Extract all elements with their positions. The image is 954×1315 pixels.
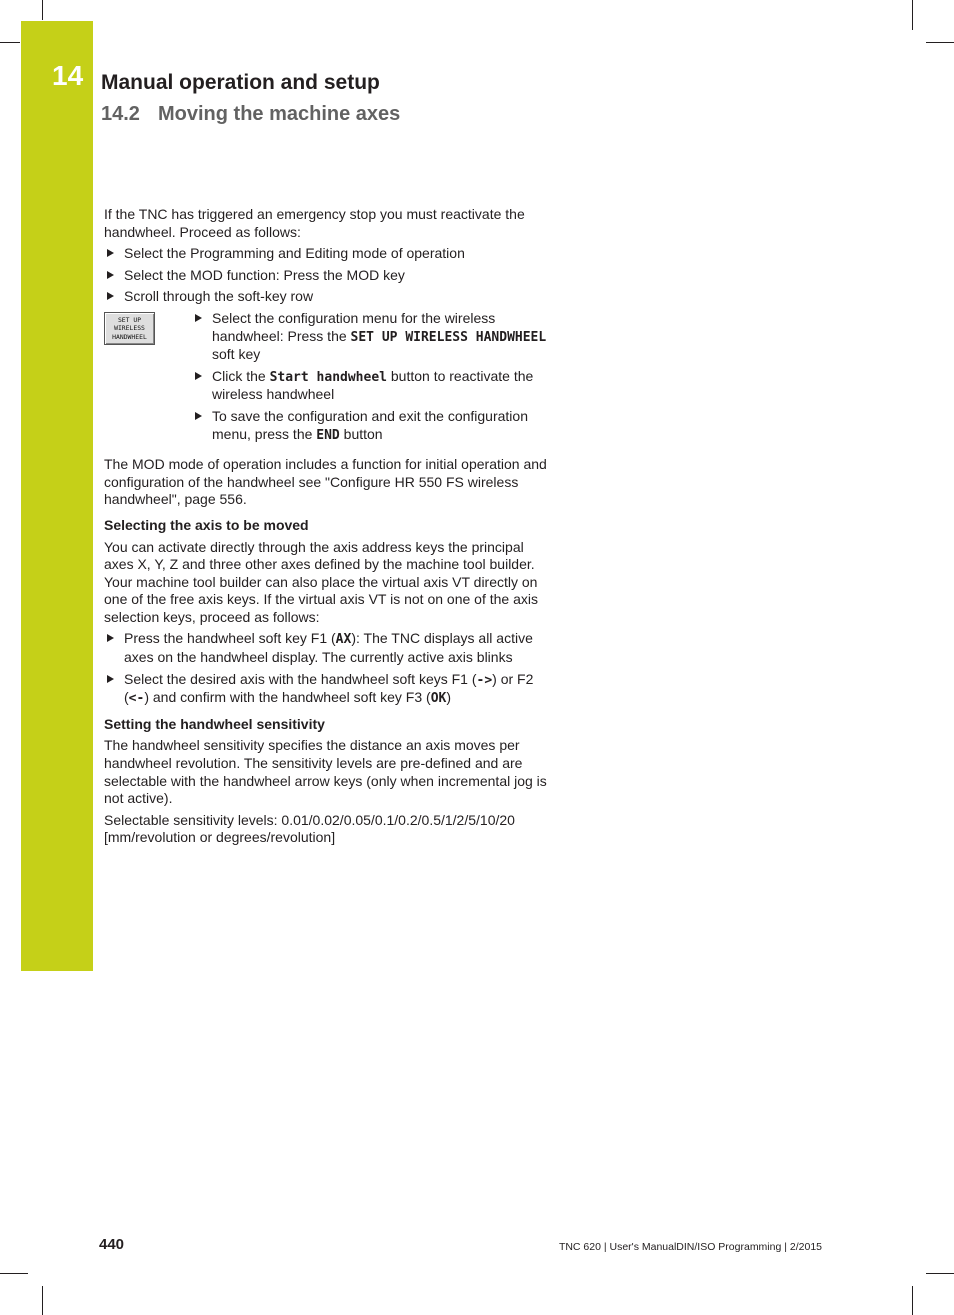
softkey-instructions xyxy=(104,310,549,444)
list-item: Select the desired axis with the handwheel soft keys F1 (->) or F2 (<-) and confirm with the handwheel soft key F3 (OK) xyxy=(104,671,549,708)
list-item: Press the handwheel soft key F1 (AX): The TNC displays all active axes on the handwheel display. The currently active axis blinks xyxy=(104,630,549,666)
mod-paragraph: The MOD mode of operation includes a function for initial operation and configuration of the handwheel see "Configure HR 550 FS wireless handwheel", page 556. xyxy=(104,456,547,508)
main-body xyxy=(104,206,549,851)
arrow-bullet-icon xyxy=(107,634,114,642)
arrow-bullet-icon xyxy=(195,412,202,420)
list-item: Click the Start handwheel button to reactivate the wireless handwheel xyxy=(192,368,549,404)
arrow-bullet-icon xyxy=(107,675,114,683)
crop-mark xyxy=(42,1286,43,1315)
arrow-bullet-icon xyxy=(107,292,114,300)
crop-mark xyxy=(926,1273,954,1274)
crop-mark xyxy=(0,1273,28,1274)
axis-heading: Selecting the axis to be moved xyxy=(104,516,309,533)
crop-mark xyxy=(926,42,954,43)
sensitivity-heading: Setting the handwheel sensitivity xyxy=(104,715,325,732)
section-number: 14.2 xyxy=(101,103,140,125)
crop-mark xyxy=(912,0,913,30)
chapter-sidebar xyxy=(21,21,93,971)
list-item: Select the MOD function: Press the MOD key xyxy=(104,267,549,285)
footer-info: TNC 620 | User's ManualDIN/ISO Programming | 2/2015 xyxy=(558,1241,822,1253)
chapter-number: 14 xyxy=(52,60,84,91)
section-title-text: Moving the machine axes xyxy=(158,103,401,125)
list-item: Select the Programming and Editing mode of operation xyxy=(104,245,549,263)
sensitivity-levels: Selectable sensitivity levels: 0.01/0.02/0.05/0.1/0.2/0.5/1/2/5/10/20 [mm/revolution or degrees/revolution] xyxy=(104,811,515,846)
chapter-title: Manual operation and setup xyxy=(101,71,380,94)
axis-paragraph: You can activate directly through the axis address keys the principal axes X, Y, Z and three other axes defined by the machine tool builder. Your machine tool builder can also place the virtual axis VT directly on one of the free axis keys. If the virtual axis VT is not on one of the axis selection keys, proceed as follows: xyxy=(104,538,538,625)
page-number: 440 xyxy=(99,1236,125,1253)
arrow-bullet-icon xyxy=(107,249,114,257)
list-item: To save the configuration and exit the configuration menu, press the END button xyxy=(192,408,549,444)
crop-mark xyxy=(42,0,43,20)
section-title xyxy=(101,103,400,126)
crop-mark xyxy=(0,42,20,43)
list-item: Select the configuration menu for the wireless handwheel: Press the SET UP WIRELESS HANDWHEEL soft key xyxy=(192,310,549,364)
sensitivity-paragraph: The handwheel sensitivity specifies the distance an axis moves per handwheel revolution. The sensitivity levels are pre-defined and are selectable with the handwheel arrow keys (only when incremental jog is not active). xyxy=(104,737,547,807)
arrow-bullet-icon xyxy=(195,372,202,380)
arrow-bullet-icon xyxy=(107,271,114,279)
intro-paragraph: If the TNC has triggered an emergency stop you must reactivate the handwheel. Proceed as follows: xyxy=(104,206,525,240)
softkey-setup-wireless-handwheel: SET UP WIRELESS HANDWHEEL xyxy=(104,312,155,345)
list-item: Scroll through the soft-key row xyxy=(104,288,549,306)
arrow-bullet-icon xyxy=(195,314,202,322)
crop-mark xyxy=(912,1286,913,1315)
